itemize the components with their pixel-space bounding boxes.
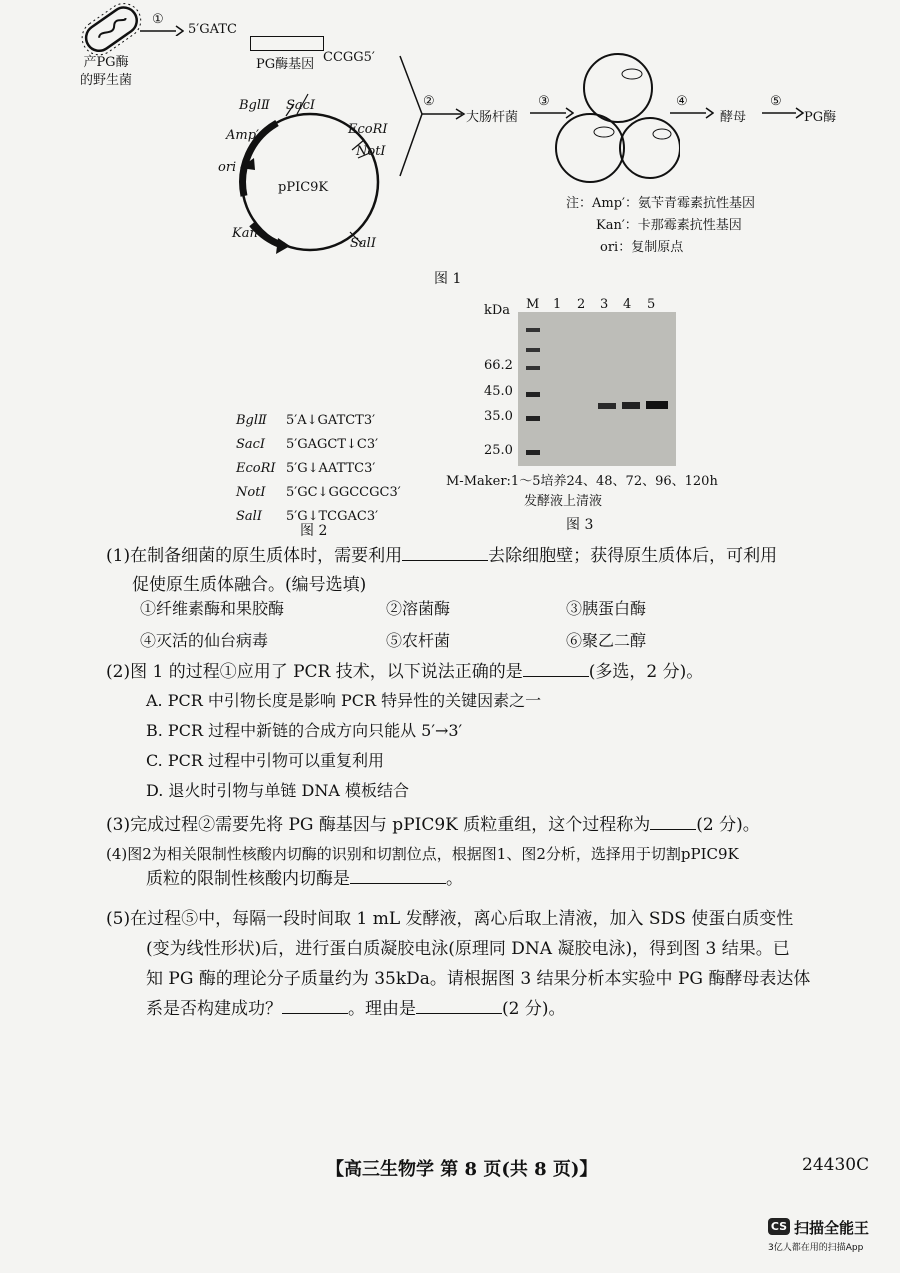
arrow-icon (668, 106, 714, 120)
question-1: (1)在制备细菌的原生质体时，需要利用 去除细胞壁；获得原生质体后，可利用 (106, 546, 778, 566)
q2-option: B. PCR 过程中新链的合成方向只能从 5′→3′ (146, 721, 463, 740)
note-ori: ori：复制原点 (600, 240, 684, 255)
q1-option: ③胰蛋白酶 (566, 599, 647, 618)
q2-option: D. 退火时引物与单链 DNA 模板结合 (146, 781, 409, 800)
sample-band-lane-3 (598, 403, 616, 409)
transformed-cells-diagram (550, 50, 680, 190)
plasmid-site-sali: SalⅠ (350, 236, 376, 251)
page-footer: 【高三生物学 第 8 页(共 8 页)】 (326, 1159, 598, 1180)
figure-3-caption: 图 3 (566, 517, 594, 533)
plasmid-site-bglii: BglⅡ (239, 98, 270, 113)
plasmid-gene-kan: Kan′ (232, 226, 261, 241)
figure-1-caption: 图 1 (434, 271, 462, 287)
enzyme-seq: 5′G↓AATTC3′ (286, 461, 376, 476)
q1-option: ①纤维素酶和果胶酶 (140, 599, 285, 618)
step-2-label: ② (423, 94, 435, 109)
enzyme-name: SacⅠ (236, 437, 266, 452)
gel-image (518, 312, 676, 466)
q1-option: ④灭活的仙台病毒 (140, 631, 269, 650)
q2-option: A. PCR 中引物长度是影响 PCR 特异性的关键因素之一 (146, 691, 542, 710)
enzyme-seq: 5′G↓TCGAC3′ (286, 509, 379, 524)
enzyme-table (236, 408, 401, 528)
gel-lane-label: 3 (600, 297, 609, 312)
enzyme-row (236, 432, 401, 456)
scanner-app-name: 扫描全能王 (794, 1219, 870, 1237)
pg-enzyme-label: PG酶 (804, 110, 837, 125)
enzyme-row (236, 408, 401, 432)
q2-option: C. PCR 过程中引物可以重复利用 (146, 751, 384, 770)
plasmid-site-ecori: EcoRⅠ (348, 122, 388, 137)
q1-option: ⑥聚乙二醇 (566, 631, 647, 650)
seq-right: CCGG5′ (323, 50, 375, 65)
plasmid-site-noti: NotⅠ (356, 144, 386, 159)
marker-band (526, 348, 540, 352)
enzyme-name: EcoRⅠ (236, 461, 276, 476)
q1-option: ⑤农杆菌 (386, 631, 451, 650)
step-1-label: ① (152, 12, 164, 27)
marker-band (526, 392, 540, 397)
note-kan: Kan′：卡那霉素抗性基因 (596, 218, 742, 233)
step-4-label: ④ (676, 94, 688, 109)
gel-legend-line1: M-Maker:1～5培养24、48、72、96、120h (446, 474, 718, 489)
question-4-continued: 质粒的限制性核酸内切酶是 。 (146, 869, 463, 889)
note-amp: 注：Amp′：氨苄青霉素抗性基因 (566, 196, 755, 211)
marker-band (526, 450, 540, 455)
pg-gene-box (250, 36, 324, 51)
question-5-line2: (变为线性形状)后，进行蛋白质凝胶电泳(原理同 DNA 凝胶电泳)，得到图 3 结果。已 (146, 939, 790, 959)
wild-bacteria-label: 产PG酶 的野生菌 (80, 55, 133, 88)
enzyme-seq: 5′GC↓GGCCGC3′ (286, 485, 401, 500)
yeast-label: 酵母 (720, 110, 747, 125)
enzyme-name: SalⅠ (236, 509, 262, 524)
marker-band (526, 366, 540, 370)
question-5-line3: 知 PG 酶的理论分子质量约为 35kDa。请根据图 3 结果分析本实验中 PG 酶酵母表达体 (146, 969, 811, 989)
enzyme-row (236, 480, 401, 504)
plasmid-site-saci: SacⅠ (286, 98, 316, 113)
question-3: (3)完成过程②需要先将 PG 酶基因与 pPIC9K 质粒重组，这个过程称为 (2 分)。 (106, 815, 760, 835)
plasmid-gene-ori: ori (218, 160, 237, 175)
enzyme-name: NotⅠ (236, 485, 266, 500)
marker-label-66: 66.2 (484, 358, 513, 373)
step-5-label: ⑤ (770, 94, 782, 109)
marker-band (526, 328, 540, 332)
sample-band-lane-5 (646, 401, 668, 409)
exam-code: 24430C (802, 1155, 870, 1175)
question-2: (2)图 1 的过程①应用了 PCR 技术，以下说法正确的是 (多选，2 分)。 (106, 662, 704, 682)
gel-lane-label: 4 (623, 297, 632, 312)
gel-lane-label: 1 (553, 297, 562, 312)
pg-gene-label: PG酶基因 (256, 57, 315, 72)
arrow-icon (138, 22, 184, 36)
ecoli-label: 大肠杆菌 (466, 110, 519, 125)
seq-left: 5′GATC (188, 22, 237, 37)
marker-band (526, 416, 540, 421)
merge-arrow-icon (380, 52, 470, 182)
question-5-line1: (5)在过程⑤中，每隔一段时间取 1 mL 发酵液，离心后取上清液，加入 SDS 使蛋白质变性 (106, 909, 794, 929)
arrow-icon (760, 106, 806, 120)
question-1-continued: 促使原生质体融合。(编号选填) (132, 575, 367, 595)
enzyme-seq: 5′A↓GATCT3′ (286, 413, 376, 428)
step-3-label: ③ (538, 94, 550, 109)
gel-lane-label: 2 (577, 297, 586, 312)
sample-band-lane-4 (622, 402, 640, 409)
enzyme-seq: 5′GAGCT↓C3′ (286, 437, 379, 452)
marker-label-25: 25.0 (484, 443, 513, 458)
question-5-line4: 系是否构建成功？ 。理由是 (2 分)。 (146, 999, 566, 1019)
enzyme-row (236, 456, 401, 480)
enzyme-name: BglⅡ (236, 413, 267, 428)
question-4: (4)图2为相关限制性核酸内切酶的识别和切割位点，根据图1、图2分析，选择用于切割pPIC9K (106, 845, 739, 863)
figure-2-caption: 图 2 (300, 523, 328, 539)
scanner-logo-icon: CS (768, 1218, 790, 1235)
scanner-tagline: 3亿人都在用的扫描App (768, 1243, 864, 1253)
gel-lane-label: M (526, 297, 540, 312)
marker-label-45: 45.0 (484, 384, 513, 399)
gel-unit-label: kDa (484, 303, 511, 318)
gel-lane-label: 5 (647, 297, 656, 312)
marker-label-35: 35.0 (484, 409, 513, 424)
plasmid-gene-amp: Amp′ (226, 128, 259, 143)
plasmid-name: pPIC9K (278, 180, 329, 195)
q1-option: ②溶菌酶 (386, 599, 451, 618)
gel-legend-line2: 发酵液上清液 (524, 494, 603, 509)
